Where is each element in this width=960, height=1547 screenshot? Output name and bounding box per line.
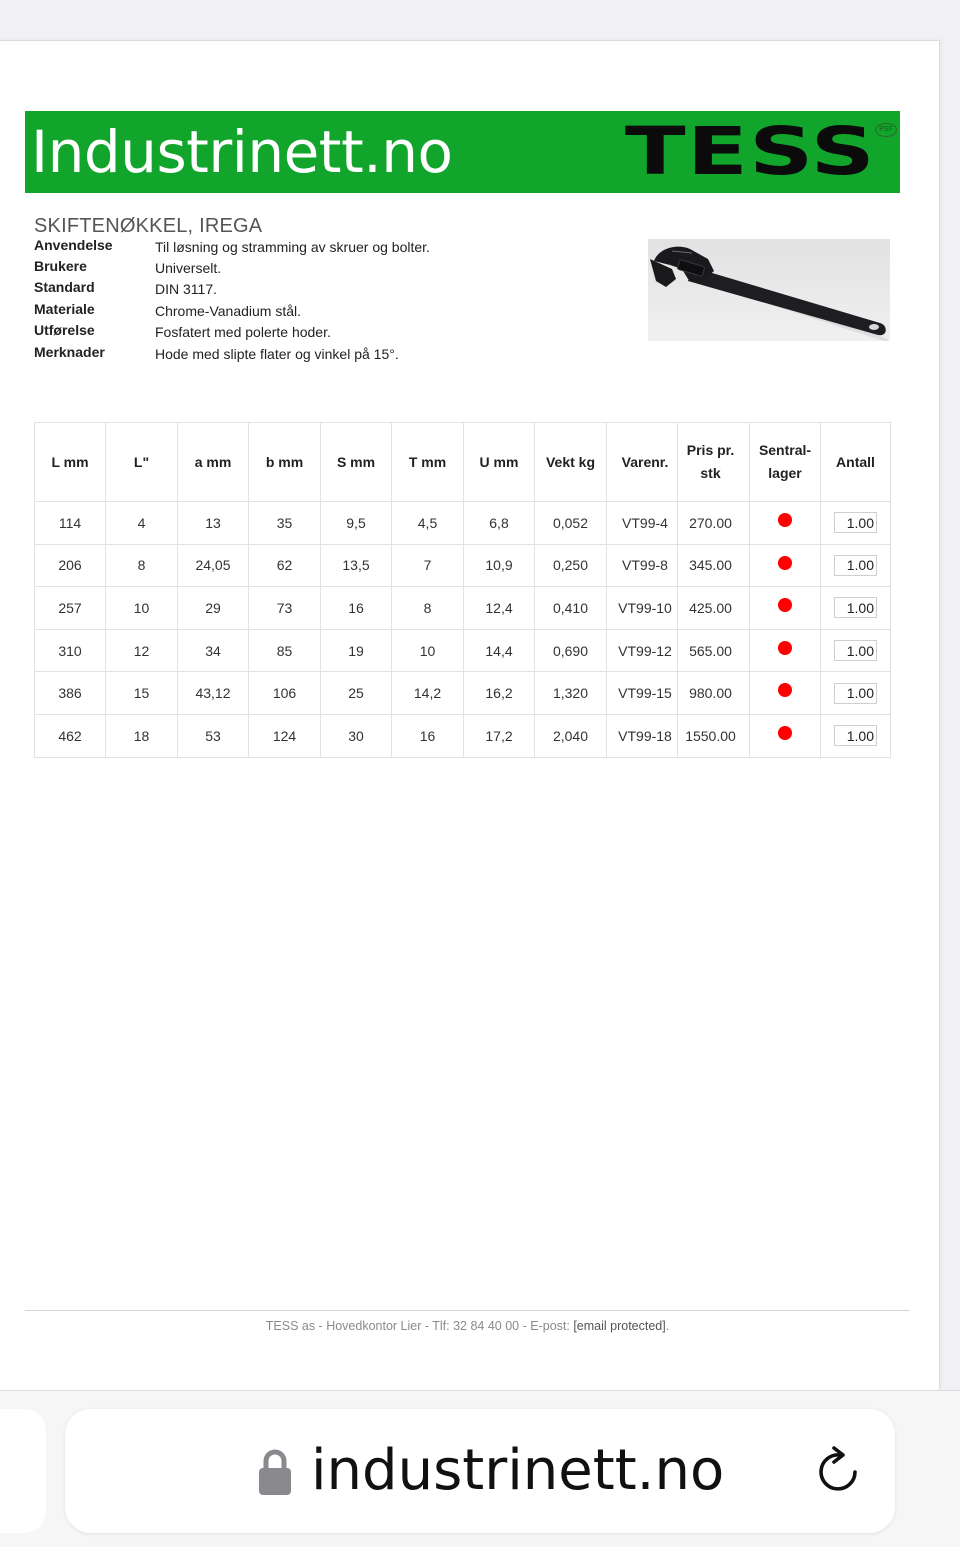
spec-value: Chrome-Vanadium stål. [155, 303, 302, 319]
tess-logo: TESS [624, 113, 876, 190]
cell-u-mm: 10,9 [464, 544, 535, 587]
cell-t-mm: 16 [392, 714, 464, 757]
spec-label: Materiale [34, 301, 95, 317]
quantity-input[interactable] [834, 640, 877, 661]
site-name: Industrinett.no [31, 118, 453, 186]
cell-l-inch: 18 [106, 714, 178, 757]
spec-label: Standard [34, 279, 95, 295]
table-row [35, 587, 891, 630]
cell-pris: 980.00 [678, 672, 750, 715]
cell-a-mm: 34 [178, 629, 249, 672]
cell-a-mm: 43,12 [178, 672, 249, 715]
header-u-mm: U mm [464, 423, 535, 502]
cell-u-mm: 14,4 [464, 629, 535, 672]
cell-sentrallager [750, 672, 821, 715]
adjustable-wrench-photo [648, 239, 890, 341]
in-stock-dot-icon [778, 641, 792, 655]
cell-sentrallager [750, 587, 821, 630]
header-lager-line2: lager [768, 465, 802, 481]
cell-b-mm: 124 [249, 714, 321, 757]
cell-varenr: VT99-18 [607, 714, 678, 757]
cell-pris: 1550.00 [678, 714, 750, 757]
cell-sentrallager [750, 544, 821, 587]
cell-antall [821, 587, 891, 630]
quantity-input[interactable] [834, 555, 877, 576]
cell-b-mm: 106 [249, 672, 321, 715]
cell-sentrallager [750, 714, 821, 757]
cell-l-inch: 15 [106, 672, 178, 715]
header-banner [25, 111, 900, 193]
registered-mark-icon: PSF [875, 123, 897, 137]
cell-u-mm: 6,8 [464, 502, 535, 545]
header-t-mm: T mm [392, 423, 464, 502]
in-stock-dot-icon [778, 598, 792, 612]
cell-varenr: VT99-4 [607, 502, 678, 545]
cell-a-mm: 24,05 [178, 544, 249, 587]
table-row [35, 714, 891, 757]
spec-row-materiale [34, 301, 634, 321]
cell-a-mm: 13 [178, 502, 249, 545]
cell-s-mm: 25 [321, 672, 392, 715]
cell-vekt: 1,320 [535, 672, 607, 715]
lock-icon [257, 1447, 293, 1497]
cell-t-mm: 10 [392, 629, 464, 672]
cell-a-mm: 29 [178, 587, 249, 630]
table-row [35, 629, 891, 672]
cell-sentrallager [750, 502, 821, 545]
cell-pris: 425.00 [678, 587, 750, 630]
browser-bottom-bar [0, 1390, 960, 1547]
cell-s-mm: 30 [321, 714, 392, 757]
quantity-input[interactable] [834, 683, 877, 704]
header-pris-line2: stk [700, 465, 721, 481]
previous-tab-card[interactable] [0, 1409, 46, 1533]
cell-s-mm: 9,5 [321, 502, 392, 545]
cell-sentrallager [750, 629, 821, 672]
header-antall: Antall [821, 423, 891, 502]
cell-varenr: VT99-8 [607, 544, 678, 587]
cell-u-mm: 12,4 [464, 587, 535, 630]
header-l-inch: L" [106, 423, 178, 502]
cell-l-inch: 10 [106, 587, 178, 630]
header-pris-line1: Pris pr. [686, 442, 735, 458]
address-bar[interactable] [65, 1409, 895, 1533]
header-s-mm: S mm [321, 423, 392, 502]
table-row [35, 544, 891, 587]
cell-l-inch: 12 [106, 629, 178, 672]
product-title: SKIFTENØKKEL, IREGA [34, 215, 263, 237]
footer-email-link[interactable]: [email protected] [573, 1319, 666, 1333]
in-stock-dot-icon [778, 556, 792, 570]
spec-value: DIN 3117. [155, 281, 217, 297]
in-stock-dot-icon [778, 726, 792, 740]
reload-icon[interactable] [817, 1445, 863, 1495]
cell-b-mm: 85 [249, 629, 321, 672]
quantity-input[interactable] [834, 512, 877, 533]
cell-s-mm: 16 [321, 587, 392, 630]
cell-varenr: VT99-12 [607, 629, 678, 672]
spec-row-merknader [34, 344, 634, 364]
cell-t-mm: 4,5 [392, 502, 464, 545]
table-row [35, 502, 891, 545]
spec-row-standard [34, 279, 634, 299]
document-page [0, 40, 940, 1390]
cell-vekt: 0,250 [535, 544, 607, 587]
header-pris [678, 423, 750, 502]
cell-t-mm: 14,2 [392, 672, 464, 715]
in-stock-dot-icon [778, 683, 792, 697]
cell-antall [821, 714, 891, 757]
cell-b-mm: 73 [249, 587, 321, 630]
spec-row-utforelse [34, 322, 634, 342]
cell-pris: 565.00 [678, 629, 750, 672]
cell-b-mm: 35 [249, 502, 321, 545]
footer-contact: TESS as - Hovedkontor Lier - Tlf: 32 84 40 00 - E-post: [265, 1319, 574, 1333]
cell-l-mm: 257 [35, 587, 106, 630]
cell-l-mm: 386 [35, 672, 106, 715]
cell-vekt: 2,040 [535, 714, 607, 757]
cell-l-mm: 114 [35, 502, 106, 545]
table-header-row [35, 423, 891, 502]
cell-antall [821, 629, 891, 672]
spec-row-anvendelse [34, 237, 634, 257]
cell-s-mm: 19 [321, 629, 392, 672]
cell-antall [821, 502, 891, 545]
spec-value: Til løsning og stramming av skruer og bolter. [155, 239, 430, 255]
cell-vekt: 0,410 [535, 587, 607, 630]
cell-pris: 270.00 [678, 502, 750, 545]
header-b-mm: b mm [249, 423, 321, 502]
footer [0, 1319, 935, 1333]
cell-l-mm: 310 [35, 629, 106, 672]
spec-label: Brukere [34, 258, 87, 274]
cell-varenr: VT99-15 [607, 672, 678, 715]
cell-t-mm: 7 [392, 544, 464, 587]
in-stock-dot-icon [778, 513, 792, 527]
footer-divider [25, 1310, 910, 1311]
header-sentrallager [750, 423, 821, 502]
footer-trailing: . [665, 1319, 670, 1333]
cell-s-mm: 13,5 [321, 544, 392, 587]
quantity-input[interactable] [834, 597, 877, 618]
cell-l-mm: 462 [35, 714, 106, 757]
cell-u-mm: 16,2 [464, 672, 535, 715]
header-vekt: Vekt kg [535, 423, 607, 502]
cell-antall [821, 544, 891, 587]
spec-value: Universelt. [155, 260, 222, 276]
spec-value: Hode med slipte flater og vinkel på 15°. [155, 346, 399, 362]
cell-vekt: 0,690 [535, 629, 607, 672]
cell-b-mm: 62 [249, 544, 321, 587]
cell-vekt: 0,052 [535, 502, 607, 545]
address-url[interactable]: industrinett.no [311, 1438, 725, 1503]
cell-antall [821, 672, 891, 715]
product-table [34, 422, 891, 758]
header-varenr: Varenr. [607, 423, 678, 502]
spec-row-brukere [34, 258, 634, 278]
cell-pris: 345.00 [678, 544, 750, 587]
cell-a-mm: 53 [178, 714, 249, 757]
cell-l-inch: 4 [106, 502, 178, 545]
quantity-input[interactable] [834, 725, 877, 746]
header-lager-line1: Sentral- [758, 442, 812, 458]
cell-u-mm: 17,2 [464, 714, 535, 757]
wrench-icon [648, 239, 890, 341]
table-row [35, 672, 891, 715]
spec-label: Utførelse [34, 322, 95, 338]
header-a-mm: a mm [178, 423, 249, 502]
spec-label: Anvendelse [34, 237, 113, 253]
spec-label: Merknader [34, 344, 105, 360]
cell-t-mm: 8 [392, 587, 464, 630]
cell-l-inch: 8 [106, 544, 178, 587]
cell-l-mm: 206 [35, 544, 106, 587]
cell-varenr: VT99-10 [607, 587, 678, 630]
spec-value: Fosfatert med polerte hoder. [155, 324, 331, 340]
header-l-mm: L mm [35, 423, 106, 502]
